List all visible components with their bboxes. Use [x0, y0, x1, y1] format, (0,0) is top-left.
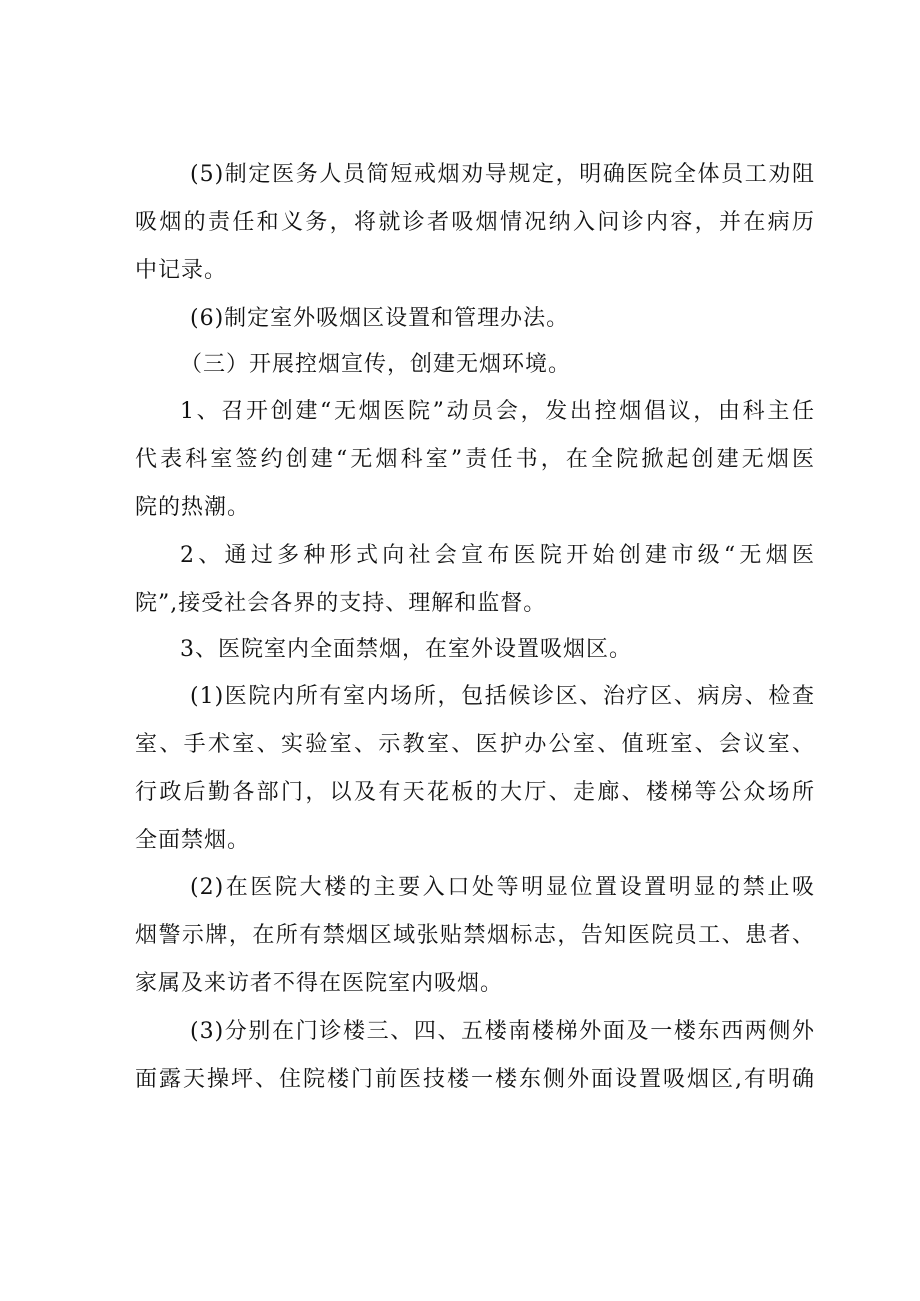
item-2-line-2: 院”,接受社会各界的支持、理解和监督。: [135, 591, 547, 616]
paragraph-6-line-1: (6)制定室外吸烟区设置和管理办法。: [190, 306, 570, 331]
subitem-1-line-2: 室、手术室、实验室、示教室、医护办公室、值班室、会议室、: [135, 732, 815, 757]
item-3-line-1: 3、医院室内全面禁烟，在室外设置吸烟区。: [180, 637, 632, 662]
paragraph-5-line-1: (5)制定医务人员简短戒烟劝导规定，明确医院全体员工劝阻: [190, 162, 815, 187]
item-1-line-1: 1、召开创建“无烟医院”动员会，发出控烟倡议，由科主任: [180, 399, 815, 424]
section-3-heading: （三）开展控烟宣传，创建无烟环境。: [180, 352, 572, 377]
subitem-1-line-1: (1)医院内所有室内场所，包括候诊区、治疗区、病房、检查: [190, 684, 815, 709]
paragraph-5-line-2: 吸烟的责任和义务，将就诊者吸烟情况纳入问诊内容，并在病历: [135, 210, 815, 235]
subitem-2-line-3: 家属及来访者不得在医院室内吸烟。: [135, 971, 504, 996]
subitem-3-line-2: 面露天操坪、住院楼门前医技楼一楼东侧外面设置吸烟区,有明确: [135, 1067, 815, 1092]
paragraph-5-line-3: 中记录。: [135, 258, 228, 283]
item-1-line-2: 代表科室签约创建“无烟科室”责任书，在全院掀起创建无烟医: [135, 447, 815, 472]
item-2-line-1: 2、通过多种形式向社会宣布医院开始创建市级“无烟医: [180, 543, 815, 568]
subitem-1-line-3: 行政后勤各部门，以及有天花板的大厅、走廊、楼梯等公众场所: [135, 780, 815, 805]
item-1-line-3: 院的热潮。: [135, 495, 251, 520]
subitem-2-line-2: 烟警示牌，在所有禁烟区域张贴禁烟标志，告知医院员工、患者、: [135, 923, 815, 948]
subitem-3-line-1: (3)分别在门诊楼三、四、五楼南楼梯外面及一楼东西两侧外: [190, 1019, 815, 1044]
subitem-2-line-1: (2)在医院大楼的主要入口处等明显位置设置明显的禁止吸: [190, 875, 815, 900]
subitem-1-line-4: 全面禁烟。: [135, 828, 251, 853]
